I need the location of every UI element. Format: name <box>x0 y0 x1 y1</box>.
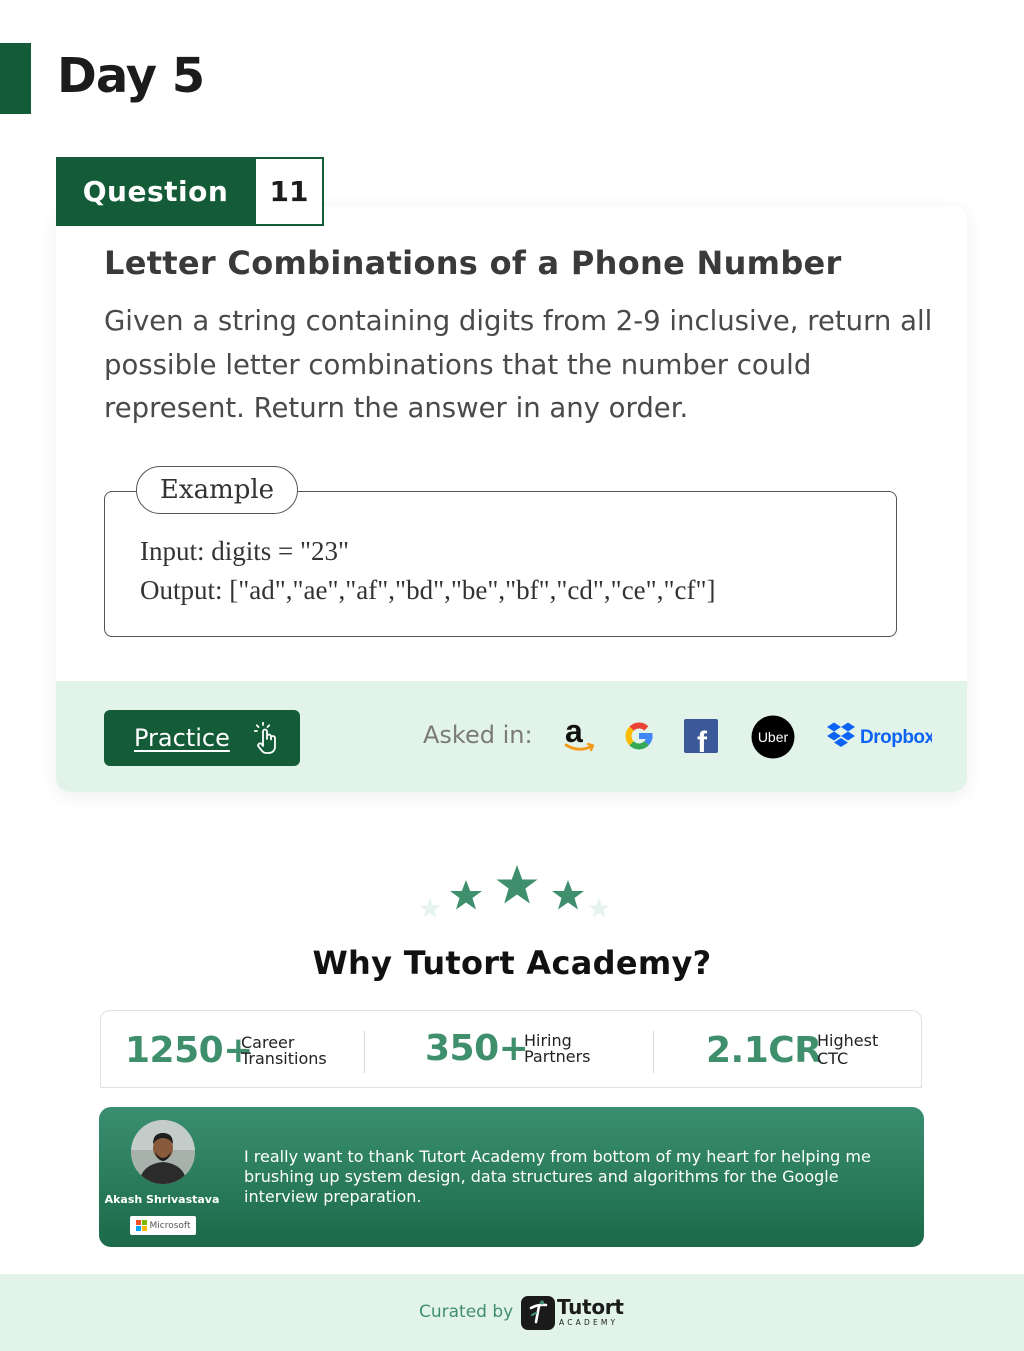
page-title: Day 5 <box>57 48 205 104</box>
curated-by-label: Curated by <box>419 1302 514 1322</box>
tap-hand-icon <box>254 722 280 760</box>
practice-label: Practice <box>134 724 230 752</box>
tutort-logo-icon <box>521 1296 555 1334</box>
amazon-logo-icon <box>563 716 597 760</box>
testimonial-quote: I really want to thank Tutort Academy from bottom of my heart for helping me brushing up system design, data structures and algorithms for the Google interview preparation. <box>244 1147 871 1206</box>
uber-logo-icon <box>751 715 795 763</box>
amazon-letter: a <box>565 716 583 749</box>
stat-divider <box>364 1031 365 1073</box>
why-heading: Why Tutort Academy? <box>312 944 712 982</box>
stat-label-partners-line2: Partners <box>524 1047 591 1066</box>
stat-label-career-line1: Career <box>241 1033 295 1052</box>
stat-label-career-line2: Transitions <box>241 1049 327 1068</box>
problem-description: Given a string containing digits from 2-9 inclusive, return all possible letter combinations that the number could represent. Return the answer in any order. <box>104 305 933 424</box>
company-name: Microsoft <box>149 1220 191 1231</box>
stats-panel <box>100 1010 922 1088</box>
problem-title: Letter Combinations of a Phone Number <box>104 244 842 282</box>
stat-label-ctc-line2: CTC <box>817 1049 849 1068</box>
stat-value-partners: 350+ <box>425 1028 529 1069</box>
brand-subtitle: ACADEMY <box>559 1318 619 1327</box>
avatar <box>131 1120 195 1184</box>
example-output: Output: ["ad","ae","af","bd","be","bf","cd","ce","cf"] <box>140 575 716 605</box>
stat-divider <box>653 1031 654 1073</box>
asked-in-label: Asked in: <box>423 721 533 749</box>
practice-button[interactable] <box>104 710 300 766</box>
dropbox-logo-icon <box>826 721 932 755</box>
stat-value-career: 1250+ <box>125 1030 253 1071</box>
microsoft-logo-icon <box>136 1220 147 1231</box>
uber-wordmark: Uber <box>757 729 789 745</box>
question-tab: Question <box>56 157 255 226</box>
facebook-letter: f <box>697 726 707 753</box>
stat-label-partners-line1: Hiring <box>524 1031 572 1050</box>
testimonial-author: Akash Shrivastava <box>104 1193 220 1206</box>
brand-name: Tutort <box>557 1295 624 1319</box>
accent-bar <box>0 43 31 114</box>
rating-stars-icon <box>410 860 620 934</box>
testimonial-card <box>99 1107 924 1247</box>
example-input: Input: digits = "23" <box>140 536 350 566</box>
dropbox-wordmark: Dropbox <box>860 727 932 748</box>
google-logo-icon <box>621 718 657 758</box>
example-label: Example <box>136 466 298 514</box>
stat-label-ctc-line1: Highest <box>817 1031 879 1050</box>
stat-value-ctc: 2.1CR <box>706 1030 822 1071</box>
question-number: 11 <box>254 157 324 226</box>
company-badge <box>130 1216 196 1235</box>
facebook-logo-icon <box>684 719 718 757</box>
